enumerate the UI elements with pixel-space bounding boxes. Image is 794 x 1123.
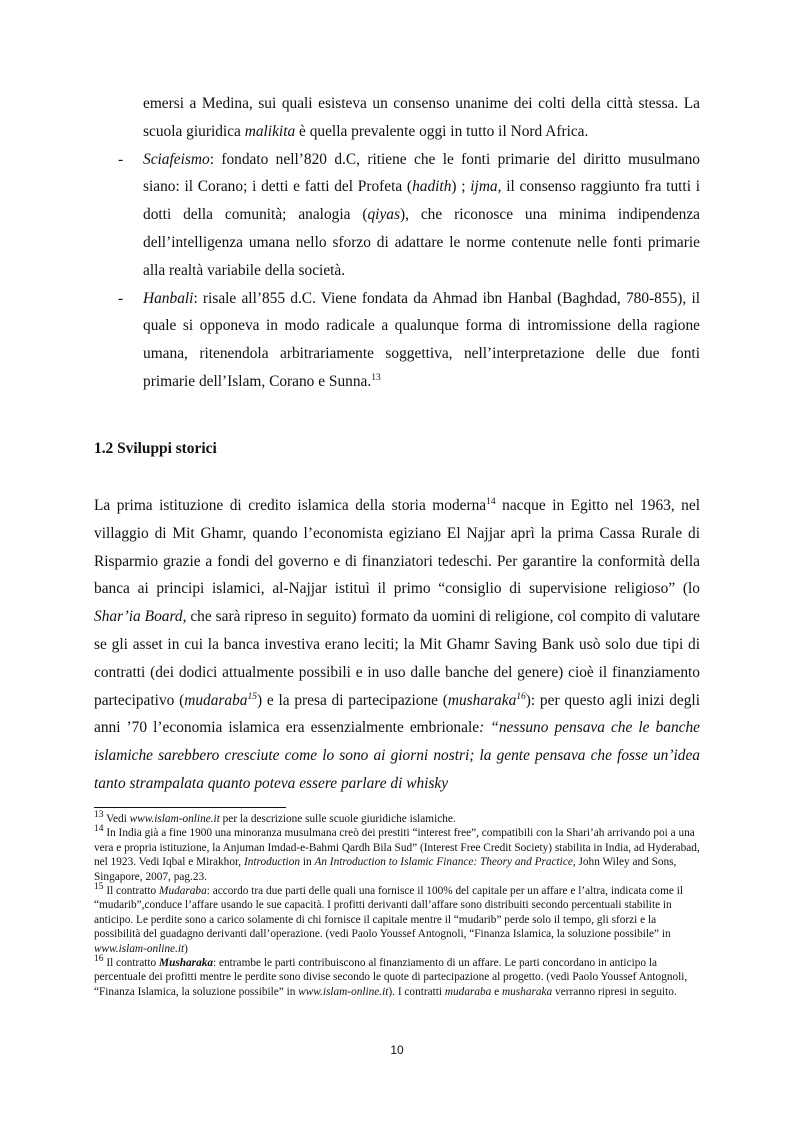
bullet-dash: - (118, 150, 124, 168)
italic-term: musharaka (447, 691, 517, 709)
italic-term: Shar’ia Board (94, 608, 183, 626)
text-run: e (491, 985, 502, 998)
text-run: ), che riconosce una minima indipendenza dell’intelligenza umana nello sforzo di adattare le norme contenute nelle fonti primarie alla realtà variabile della società. (143, 206, 700, 279)
italic-term: malikita (244, 122, 296, 140)
text-run: In India già a fine 1900 una minoranza musulmana creò dei prestiti “interest free”, compatibili con la Shari’ah arrivando poi a una vera e propria istituzione, la Anjuman Imdad-e-Bahmi Qardh Bila Sud” (Interest Free Credit Society) stabilita in India, ad Hyderabad, nel 1923. Vedi Iqbal e Mirakhor, (94, 827, 700, 869)
italic-term: qiyas (367, 206, 400, 224)
footnote-14 (94, 826, 700, 884)
text-run: : risale all’855 d.C. Viene fondata da Ahmad ibn Hanbal (Baghdad, 780-855), il quale si opponeva in modo radicale a qualunque forma di intromissione della ragione umana, ritenendola arbitrariamente soggettiva, nell’interpretazione delle due fonti primarie dell’Islam, Corano e Sunna. (143, 289, 700, 390)
website-link[interactable]: www.islam-online.it (298, 985, 389, 998)
body-paragraph (94, 492, 700, 798)
list-item-sciafeismo (94, 146, 700, 285)
website-link[interactable]: www.islam-online.it (129, 813, 220, 825)
italic-title: An Introduction to Islamic Finance: Theory and Practice (314, 856, 573, 869)
footnote-number: 14 (94, 824, 104, 835)
italic-term: mudaraba (184, 691, 248, 709)
footnote-ref[interactable]: 15 (247, 691, 257, 702)
footnote-number: 15 (94, 882, 104, 893)
text-run: ). I contratti (388, 985, 445, 998)
italic-term: hadith (412, 178, 452, 196)
list-item-hanbali (94, 285, 700, 396)
school-list (94, 90, 700, 396)
text-run: per la descrizione sulle scuole giuridiche islamiche. (219, 813, 456, 825)
footnote-number: 16 (94, 954, 104, 965)
footnote-13 (94, 812, 700, 826)
footnote-16 (94, 956, 700, 999)
text-run: ) e la presa di partecipazione ( (257, 691, 448, 709)
text-run: : entrambe le parti contribuiscono al finanziamento di un affare. Le parti concordano in anticipo la percentuale dei profitti mentre le perdite sono divise secondo le quote di partecipazione al progetto. (vedi Paolo Youssef Antognoli, “Finanza Islamica, la soluzione possibile” in (94, 957, 688, 998)
section-heading: 1.2 Sviluppi storici (94, 440, 217, 457)
footnotes (94, 812, 700, 999)
text-run: ): per questo agli inizi degli anni ’70 l’economia islamica era essenzialmente embrionale (94, 691, 700, 737)
italic-term: mudaraba (444, 985, 492, 998)
italic-title: Introduction (243, 856, 300, 869)
footnote-15 (94, 884, 700, 956)
text-run: Vedi (103, 813, 130, 825)
text-run: ) ; (451, 178, 471, 196)
text-run: in (300, 856, 315, 869)
school-name: Hanbali (143, 289, 194, 307)
school-name: Sciafeismo (143, 150, 210, 168)
text-run: emersi a Medina, sui quali esisteva un consenso unanime dei colti della città stessa. La scuola giuridica (143, 95, 700, 140)
text-run: : accordo tra due parti delle quali una fornisce il 100% del capitale per un affare e l’altra, indicata come il “mudarib”,conduce l’affare usando le sue capacità. I profitti derivanti dall’affare sono distribuiti secondo percentuali stabilite in anticipo. Le perdite sono a carico solamente di chi fornisce il capitale mentre il “mudarib” perde solo il tempo, gli sforzi e la possibilità del guadagno derivanti dall’operazione. (vedi Paolo Youssef Antognoli, “Finanza Islamica, la soluzione possibile” in (94, 885, 683, 941)
italic-quote: : “nessuno pensava che le banche islamiche sarebbero cresciute come lo sono ai giorni nostri; la gente pensava che fosse un’idea tanto strampalata quanto poteva essere parlare di whisky (94, 719, 701, 792)
website-link[interactable]: www.islam-online.it (94, 942, 185, 955)
footnote-ref[interactable]: 13 (371, 372, 381, 383)
footnote-ref[interactable]: 16 (516, 691, 526, 702)
text-run: La prima istituzione di credito islamica della storia moderna (94, 497, 487, 514)
bullet-dash: - (118, 289, 124, 307)
italic-term: musharaka (502, 985, 553, 998)
text-run: , il consenso raggiunto fra tutti i dotti della comunità; analogia ( (143, 178, 700, 224)
footnote-number: 13 (94, 810, 104, 821)
italic-term: Mudaraba (159, 885, 207, 898)
text-run: nacque in Egitto nel 1963, nel villaggio di Mit Ghamr, quando l’economista egiziano El Najjar aprì la prima Cassa Rurale di Risparmio grazie a fondi del governo e di finanziatori tedeschi. Per garantire la conformità della banca ai principi islamici, al-Najjar istituì il primo “consiglio di supervisione religioso” (lo (94, 497, 700, 598)
text-run: verranno ripresi in seguito. (552, 985, 677, 998)
text-run: ) (184, 942, 188, 955)
maliki-continuation (94, 90, 700, 146)
text-run: , che sarà ripreso in seguito) formato da uomini di religione, col compito di valutare se gli asset in cui la banca investiva erano leciti; la Mit Ghamr Saving Bank usò solo due tipi di contratti (dei dodici attualmente possibili e in uso dalle banche del genere) cioè il finanziamento partecipativo ( (94, 608, 700, 709)
footnote-ref[interactable]: 14 (486, 496, 496, 507)
text-run: è quella prevalente oggi in tutto il Nord Africa. (295, 122, 589, 140)
italic-term: Musharaka (159, 957, 214, 970)
text-run: , John Wiley and Sons, Singapore, 2007, pag.23. (94, 856, 677, 883)
page-number: 10 (390, 1043, 404, 1057)
italic-term: ijma (470, 178, 498, 196)
text-run: Il contratto (103, 885, 160, 898)
text-run: : fondato nell’820 d.C, ritiene che le fonti primarie del diritto musulmano siano: il Corano; i detti e fatti del Profeta ( (143, 150, 700, 196)
footnote-separator (94, 807, 286, 808)
text-run: Il contratto (103, 957, 160, 970)
